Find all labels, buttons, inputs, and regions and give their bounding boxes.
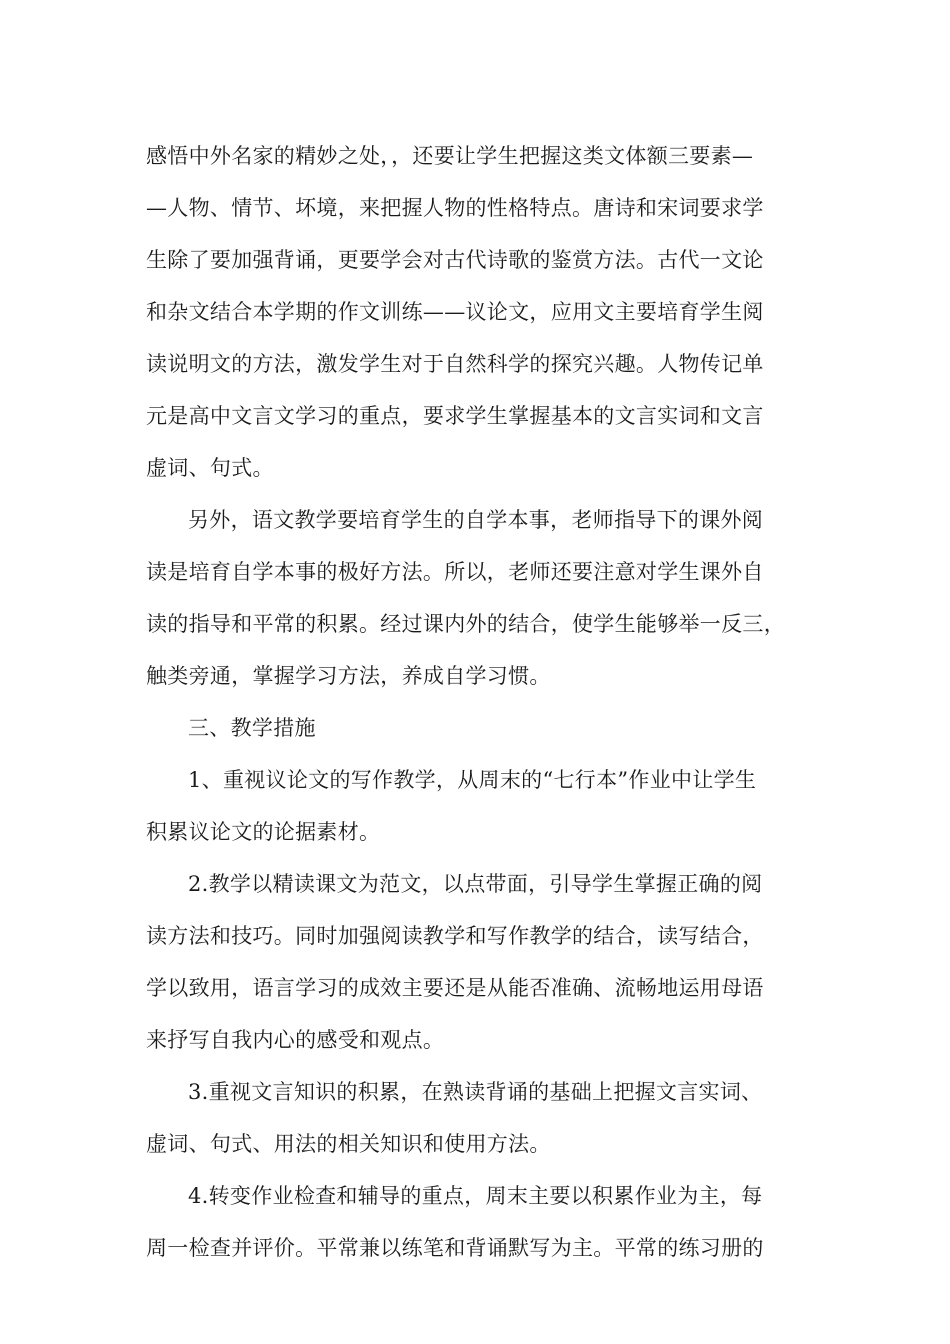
text-line: 触类旁通，掌握学习方法，养成自学习惯。 xyxy=(146,664,551,688)
text-line: 读方法和技巧。同时加强阅读教学和写作教学的结合，读写结合， xyxy=(146,924,764,948)
text-line: 周一检查并评价。平常兼以练笔和背诵默写为主。平常的练习册的 xyxy=(146,1236,764,1260)
document-body xyxy=(146,130,806,1274)
text-line: 2.教学以精读课文为范文，以点带面，引导学生掌握正确的阅 xyxy=(188,872,763,896)
text-line: 和杂文结合本学期的作文训练——议论文，应用文主要培育学生阅 xyxy=(146,300,764,324)
text-line: 生除了要加强背诵，更要学会对古代诗歌的鉴赏方法。古代一文论 xyxy=(146,248,764,272)
text-line: 另外，语文教学要培育学生的自学本事，老师指导下的课外阅 xyxy=(188,508,764,532)
text-line: 1、重视议论文的写作教学，从周末的“七行本”作业中让学生 xyxy=(188,768,757,792)
text-line: 读是培育自学本事的极好方法。所以，老师还要注意对学生课外自 xyxy=(146,560,764,584)
text-line: 学以致用，语言学习的成效主要还是从能否准确、流畅地运用母语 xyxy=(146,976,764,1000)
text-line: 3.重视文言知识的积累，在熟读背诵的基础上把握文言实词、 xyxy=(188,1080,763,1104)
text-line: 4.转变作业检查和辅导的重点，周末主要以积累作业为主，每 xyxy=(188,1184,763,1208)
text-line: 元是高中文言文学习的重点，要求学生掌握基本的文言实词和文言 xyxy=(146,404,764,428)
text-line: 来抒写自我内心的感受和观点。 xyxy=(146,1028,445,1052)
text-line: 虚词、句式。 xyxy=(146,456,274,480)
text-line: 三、教学措施 xyxy=(188,716,316,740)
text-line: 读的指导和平常的积累。经过课内外的结合，使学生能够举一反三， xyxy=(146,612,785,636)
text-line: 积累议论文的论据素材。 xyxy=(146,820,381,844)
text-line: —人物、情节、坏境，来把握人物的性格特点。唐诗和宋词要求学 xyxy=(146,196,764,220)
text-line: 读说明文的方法，激发学生对于自然科学的探究兴趣。人物传记单 xyxy=(146,352,764,376)
text-line: 感悟中外名家的精妙之处，，还要让学生把握这类文体额三要素— xyxy=(146,144,754,168)
text-line: 虚词、句式、用法的相关知识和使用方法。 xyxy=(146,1132,551,1156)
